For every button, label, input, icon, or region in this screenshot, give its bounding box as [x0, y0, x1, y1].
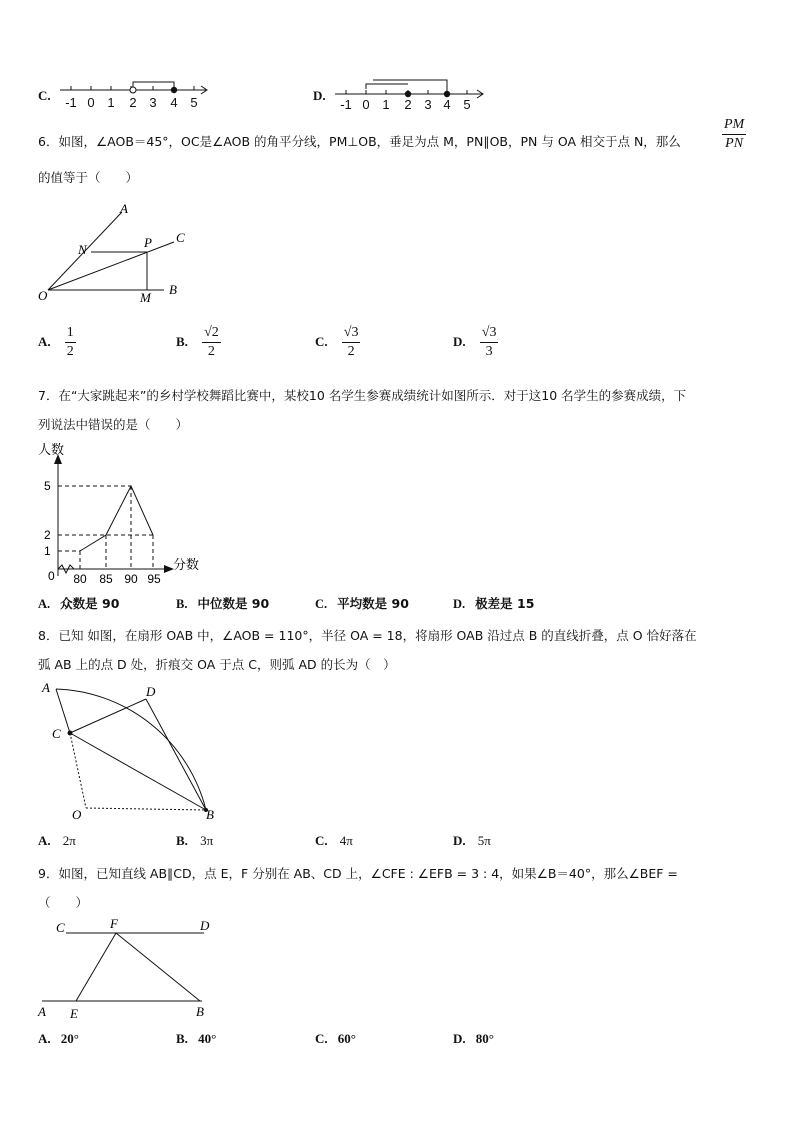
- q8-option-d[interactable]: [453, 833, 491, 849]
- q6-option-c[interactable]: [315, 326, 360, 359]
- option-text: 4π: [339, 833, 353, 848]
- frac-num: PM: [722, 118, 746, 135]
- tick: 0: [362, 97, 370, 112]
- option-letter: D.: [453, 334, 466, 349]
- q6-stem-line1: [38, 132, 681, 150]
- q9-stem-line1: 9．如图，已知直线 AB∥CD，点 E，F 分别在 AB、CD 上，∠CFE : ∠EFB = 3 : 4，如果∠B＝40°，那么∠BEF =: [38, 866, 678, 881]
- q5-option-d-letter: D.: [313, 88, 326, 103]
- option-den: 2: [347, 344, 355, 359]
- q8-figure: [36, 680, 226, 820]
- label-C: C: [56, 920, 65, 935]
- y-tick: 5: [44, 479, 51, 493]
- label-O: O: [38, 288, 48, 303]
- origin-label: 0: [48, 569, 55, 583]
- q6-option-d[interactable]: [453, 326, 498, 359]
- tick: 2: [129, 95, 137, 110]
- q6-option-b[interactable]: [176, 326, 221, 359]
- option-text: 40°: [198, 1031, 217, 1046]
- label-D: D: [200, 918, 210, 933]
- q5-option-c-number-line: [58, 78, 218, 112]
- x-tick: 80: [73, 572, 87, 586]
- y-axis-label: 人数: [38, 442, 65, 457]
- option-num: √3: [480, 326, 499, 343]
- q6-stem-line2: 的值等于（ ）: [38, 170, 139, 185]
- label-B: B: [169, 282, 177, 297]
- option-num: √2: [202, 326, 221, 343]
- option-text: 中位数是 90: [197, 596, 270, 611]
- q8-option-b[interactable]: [176, 833, 213, 849]
- option-letter: D.: [453, 1031, 466, 1046]
- q7-chart: [36, 438, 216, 586]
- option-letter: B.: [176, 597, 188, 611]
- tick: 3: [149, 95, 157, 110]
- label-E: E: [70, 1006, 78, 1021]
- q7-option-d[interactable]: [453, 594, 534, 612]
- label-A: A: [120, 201, 128, 216]
- label-D: D: [146, 684, 156, 699]
- q7-option-a[interactable]: [38, 594, 119, 612]
- option-letter: D.: [453, 833, 466, 848]
- label-O: O: [72, 807, 82, 820]
- q9-figure: [36, 914, 226, 1022]
- option-letter: B.: [176, 1031, 188, 1046]
- option-letter: D.: [453, 597, 466, 611]
- option-text: 5π: [477, 833, 491, 848]
- x-axis-label: 分数: [173, 557, 200, 572]
- option-text: 3π: [200, 833, 214, 848]
- q5-option-d-number-line: [333, 76, 493, 112]
- y-tick: 1: [44, 544, 51, 558]
- q8-option-a[interactable]: [38, 833, 76, 849]
- label-M: M: [140, 290, 151, 305]
- option-letter: C.: [315, 1031, 328, 1046]
- option-letter: A.: [38, 1031, 51, 1046]
- tick: 1: [382, 97, 390, 112]
- option-letter: B.: [176, 833, 188, 848]
- q8-stem-line1: 8．已知 如图，在扇形 OAB 中，∠AOB = 110°，半径 OA = 18，将扇形 OAB 沿过点 B 的直线折叠，点 O 恰好落在: [38, 628, 697, 643]
- option-text: 众数是 90: [60, 596, 120, 611]
- label-P: P: [144, 235, 152, 250]
- q5-option-c-letter: C.: [38, 88, 51, 103]
- tick: 1: [107, 95, 115, 110]
- option-den: 2: [66, 344, 74, 359]
- tick: 4: [443, 97, 451, 112]
- q8-option-c[interactable]: [315, 833, 353, 849]
- tick: 5: [190, 95, 198, 110]
- option-letter: C.: [315, 334, 328, 349]
- option-letter: A.: [38, 334, 51, 349]
- option-letter: C.: [315, 833, 328, 848]
- tick: -1: [65, 95, 77, 110]
- q6-text1: 6．如图，∠AOB＝45°，OC是∠AOB 的角平分线，PM⊥OB，垂足为点 M，PN∥OB，PN 与 OA 相交于点 N，那么: [38, 134, 681, 149]
- y-tick: 2: [44, 528, 51, 542]
- label-C: C: [52, 726, 61, 741]
- option-text: 80°: [475, 1031, 494, 1046]
- q7-option-c[interactable]: [315, 594, 409, 612]
- tick: 5: [463, 97, 471, 112]
- q7-stem-line1: 7．在“大家跳起来”的乡村学校舞蹈比赛中，某校10 名学生参赛成绩统计如图所示．对于这10 名学生的参赛成绩，下: [38, 388, 687, 403]
- label-B: B: [196, 1004, 204, 1019]
- q7-stem-line2: 列说法中错误的是（ ）: [38, 417, 189, 432]
- option-text: 极差是 15: [475, 596, 535, 611]
- q8-stem-line2: 弧 AB 上的点 D 处，折痕交 OA 于点 C，则弧 AD 的长为（ ）: [38, 657, 396, 672]
- option-text: 20°: [60, 1031, 79, 1046]
- q6-option-a[interactable]: [38, 326, 76, 359]
- option-den: 2: [207, 344, 215, 359]
- frac-den: PN: [725, 136, 744, 151]
- q7-option-b[interactable]: [176, 594, 269, 612]
- q6-fraction: [722, 118, 746, 151]
- option-text: 2π: [62, 833, 76, 848]
- tick: 3: [424, 97, 432, 112]
- q9-stem-line2: （ ）: [38, 895, 89, 910]
- label-A: A: [38, 1004, 46, 1019]
- label-A: A: [42, 680, 50, 695]
- label-B: B: [206, 807, 214, 820]
- option-den: 3: [485, 344, 493, 359]
- q6-figure: [36, 200, 196, 306]
- q9-option-b[interactable]: [176, 1031, 216, 1047]
- option-letter: A.: [38, 833, 51, 848]
- tick: 2: [404, 97, 412, 112]
- option-letter: A.: [38, 597, 51, 611]
- option-letter: B.: [176, 334, 188, 349]
- option-num: √3: [342, 326, 361, 343]
- tick: 4: [170, 95, 178, 110]
- tick: 0: [87, 95, 95, 110]
- option-text: 60°: [337, 1031, 356, 1046]
- q9-option-d[interactable]: [453, 1031, 494, 1047]
- option-text: 平均数是 90: [337, 596, 409, 611]
- label-N: N: [78, 242, 87, 257]
- option-num: 1: [65, 326, 76, 343]
- x-tick: 85: [99, 572, 113, 586]
- option-letter: C.: [315, 597, 328, 611]
- x-tick: 95: [147, 572, 161, 586]
- label-F: F: [110, 916, 118, 931]
- tick: -1: [340, 97, 352, 112]
- q9-option-c[interactable]: [315, 1031, 356, 1047]
- label-C: C: [176, 230, 185, 245]
- q9-option-a[interactable]: [38, 1031, 79, 1047]
- x-tick: 90: [124, 572, 138, 586]
